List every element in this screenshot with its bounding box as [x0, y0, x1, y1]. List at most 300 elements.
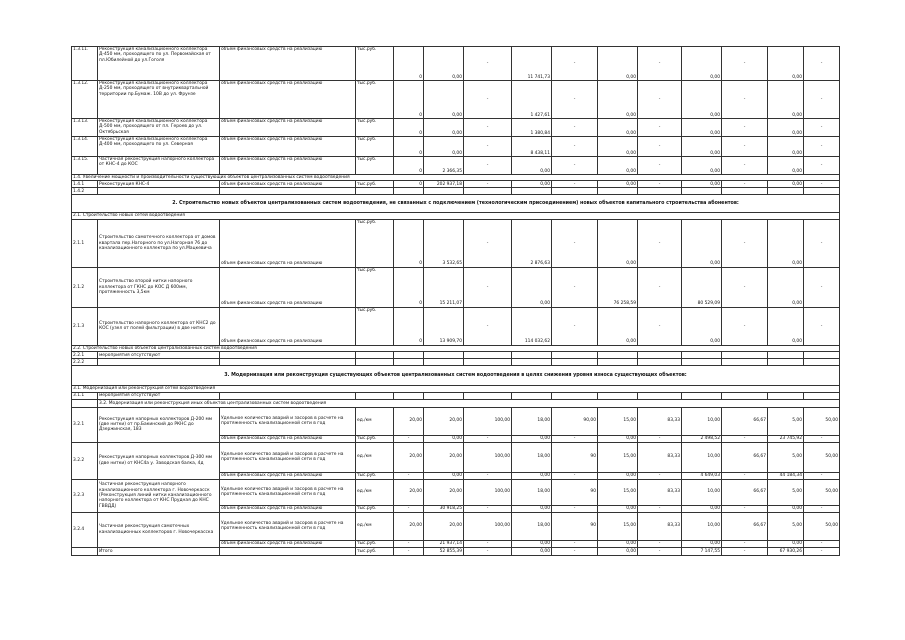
dash-cell: - — [638, 81, 682, 119]
value-cell: - — [464, 547, 512, 555]
value-cell: 10,00 — [682, 442, 722, 472]
value-cell: 0,00 — [768, 157, 804, 175]
row-name: Реконструкция канализационного коллектора Д-250 мм, проходящего от внутриквартальной территории пр.Бумаж. 10В до ул. Фрунзе — [98, 81, 220, 119]
dash-cell: - — [804, 307, 840, 345]
value-cell: - — [394, 472, 424, 479]
value-cell: 0,00 — [598, 435, 638, 442]
value-cell: 1 427,61 — [512, 81, 552, 119]
empty-cell — [768, 359, 804, 366]
section-row — [72, 399, 840, 407]
value-cell: 52 855,39 — [424, 547, 464, 555]
value-cell: 0,00 — [512, 540, 552, 547]
value-cell: 20,00 — [394, 442, 424, 472]
value-cell: 90 — [552, 479, 598, 505]
program-row — [72, 267, 840, 307]
indicator-row — [72, 512, 840, 540]
value-cell: 0,00 — [682, 307, 722, 345]
value-cell: - — [804, 547, 840, 555]
row-unit: ед./км — [356, 479, 394, 505]
value-cell: 13 909,70 — [424, 307, 464, 345]
empty-cell — [598, 359, 638, 366]
value-cell: 0,00 — [598, 547, 638, 555]
value-cell: 0,00 — [598, 47, 638, 81]
empty-cell — [512, 359, 552, 366]
program-row — [72, 392, 840, 399]
value-cell: 0,00 — [512, 435, 552, 442]
value-cell: 202 937,18 — [424, 181, 464, 188]
value-cell: 0,00 — [598, 81, 638, 119]
value-cell: 0,00 — [424, 472, 464, 479]
dash-cell: - — [804, 137, 840, 157]
row-unit: тыс.руб. — [356, 157, 394, 175]
dash-cell: - — [804, 81, 840, 119]
value-cell: 0,00 — [768, 307, 804, 345]
dash-cell: - — [552, 267, 598, 307]
value-cell: 0,00 — [682, 181, 722, 188]
empty-cell — [220, 359, 356, 366]
dash-cell: - — [804, 157, 840, 175]
row-indicator: Удельное количество аварий и засоров в расчете на протяженность канализационной сети в год — [220, 512, 356, 540]
value-cell: 0,00 — [598, 181, 638, 188]
dash-cell: - — [804, 267, 840, 307]
row-indicator: объем финансовых средств на реализацию — [220, 472, 356, 479]
value-cell: 44 184,34 — [768, 472, 804, 479]
value-cell: 5,00 — [768, 479, 804, 505]
empty-cell — [512, 392, 552, 399]
dash-cell: - — [638, 47, 682, 81]
value-cell: 100,00 — [464, 479, 512, 505]
row-name: Реконструкция напорных коллекторов Д-200 мм (две нитки) от пр.Бакинский до РКНС до Дзержинская, 183 — [98, 407, 220, 442]
value-cell: 21 937,14 — [424, 540, 464, 547]
row-name: Частичная реконструкция напорного канализационного коллектора г. Новочеркасск (Реконструкция линий нитки канализационного напорного коллектора от КНС Прудная до КНС ГВВДД) — [98, 479, 220, 512]
value-cell: 0,00 — [598, 307, 638, 345]
value-cell: 83,33 — [638, 479, 682, 505]
value-cell: - — [464, 505, 512, 512]
value-cell: 0,00 — [768, 119, 804, 137]
empty-cell — [424, 359, 464, 366]
value-cell: 0,00 — [512, 547, 552, 555]
empty-cell — [464, 359, 512, 366]
value-cell: 50,00 — [804, 479, 840, 505]
row-unit: ед./км — [356, 407, 394, 435]
value-cell: 83,33 — [638, 512, 682, 540]
value-cell: 8 438,11 — [512, 137, 552, 157]
value-cell: 114 032,62 — [512, 307, 552, 345]
value-cell: 18,00 — [512, 479, 552, 505]
value-cell: 0,00 — [768, 47, 804, 81]
row-indicator: объем финансовых средств на реализацию — [220, 307, 356, 345]
value-cell: - — [638, 540, 682, 547]
row-name: Строительство второй нитки напорного коллектора от ГКНС до КОС Д 600мм, протяженность 3,5км — [98, 267, 220, 307]
empty-cell — [638, 392, 682, 399]
empty-cell — [638, 188, 682, 195]
dash-cell: - — [804, 47, 840, 81]
value-cell: - — [552, 540, 598, 547]
value-cell: 5,00 — [768, 512, 804, 540]
dash-cell: - — [804, 219, 840, 267]
row-indicator: объем финансовых средств на реализацию — [220, 137, 356, 157]
value-cell: - — [722, 472, 768, 479]
document-sheet — [71, 46, 839, 556]
value-cell: - — [638, 435, 682, 442]
dash-cell: - — [552, 219, 598, 267]
row-indicator: объем финансовых средств на реализацию — [220, 267, 356, 307]
row-indicator: Удельное количество аварий и засоров в расчете на протяженность канализационной сети в год — [220, 479, 356, 505]
dash-cell: - — [552, 157, 598, 175]
value-cell: 0 — [394, 219, 424, 267]
value-cell: 0,00 — [424, 137, 464, 157]
value-cell: - — [804, 505, 840, 512]
value-cell: 0,00 — [424, 435, 464, 442]
dash-cell: - — [552, 119, 598, 137]
empty-cell — [682, 392, 722, 399]
dash-cell: - — [552, 47, 598, 81]
dash-cell: - — [464, 119, 512, 137]
value-cell: 0,00 — [682, 505, 722, 512]
dash-cell: - — [464, 81, 512, 119]
value-cell: 0,00 — [512, 505, 552, 512]
value-cell: 100,00 — [464, 512, 512, 540]
dash-cell: - — [722, 81, 768, 119]
value-cell: 30 918,25 — [424, 505, 464, 512]
value-cell: 3 532,65 — [424, 219, 464, 267]
row-indicator: объем финансовых средств на реализацию — [220, 181, 356, 188]
empty-cell — [512, 188, 552, 195]
dash-cell: - — [552, 307, 598, 345]
row-id: 2.1.1 — [72, 219, 98, 267]
dash-cell: - — [464, 47, 512, 81]
value-cell: 10,00 — [682, 479, 722, 505]
total-row — [72, 547, 840, 555]
dash-cell: - — [638, 267, 682, 307]
value-cell: 83,33 — [638, 442, 682, 472]
table-body — [72, 47, 840, 556]
empty-cell — [598, 188, 638, 195]
empty-cell — [394, 188, 424, 195]
value-cell: 0 — [394, 81, 424, 119]
empty-cell — [682, 359, 722, 366]
value-cell: 0 — [394, 307, 424, 345]
program-row — [72, 137, 840, 157]
value-cell: 5,00 — [768, 407, 804, 435]
empty-cell — [424, 392, 464, 399]
dash-cell: - — [464, 157, 512, 175]
value-cell: 0,00 — [598, 472, 638, 479]
row-unit: ед./км — [356, 442, 394, 472]
section-label: 1.4. Увеличение мощности и производительности существующих объектов централизованных систем водоотведения — [72, 175, 840, 181]
empty-cell — [682, 352, 722, 359]
dash-cell: - — [464, 307, 512, 345]
empty-cell — [638, 359, 682, 366]
section-label: 3.2. Модернизация или реконструкция иных объектов централизованных систем водоотведения — [98, 399, 840, 407]
value-cell: 0,00 — [512, 157, 552, 175]
value-cell: - — [394, 540, 424, 547]
value-cell: 4 649,03 — [682, 472, 722, 479]
empty-cell — [464, 392, 512, 399]
value-cell: - — [464, 472, 512, 479]
program-row — [72, 188, 840, 195]
row-unit: тыс.руб. — [356, 547, 394, 555]
row-indicator: объем финансовых средств на реализацию — [220, 540, 356, 547]
value-cell: 15,00 — [598, 479, 638, 505]
value-cell: 0,00 — [682, 540, 722, 547]
value-cell: 23 745,92 — [768, 435, 804, 442]
section-label: 3.1. Модернизация или реконструкция сетей водоотведения — [72, 386, 840, 392]
row-id: 2.2.2 — [72, 359, 98, 366]
empty-cell — [220, 352, 356, 359]
empty-cell — [598, 392, 638, 399]
value-cell: 20,00 — [394, 407, 424, 435]
value-cell: 0,00 — [682, 219, 722, 267]
dash-cell: - — [638, 219, 682, 267]
empty-cell — [356, 359, 394, 366]
value-cell: 0,00 — [598, 119, 638, 137]
program-row — [72, 352, 840, 359]
dash-cell: - — [722, 307, 768, 345]
dash-cell: - — [722, 47, 768, 81]
row-unit: тыс.руб. — [356, 47, 394, 81]
empty-cell — [464, 352, 512, 359]
dash-cell: - — [722, 137, 768, 157]
empty-cell — [768, 392, 804, 399]
row-id: 1.3.12. — [72, 81, 98, 119]
empty-cell — [356, 392, 394, 399]
value-cell: 76 258,59 — [598, 267, 638, 307]
row-unit: тыс.руб. — [356, 472, 394, 479]
row-name: Частичная реконструкция самотечных канализационных коллекторов г. Новочеркасска — [98, 512, 220, 547]
program-row — [72, 81, 840, 119]
row-unit: тыс.руб. — [356, 219, 394, 267]
value-cell: - — [552, 505, 598, 512]
section-label: 2.2. Строительство новых объектов централизованных систем водоотведения — [72, 345, 840, 351]
dash-cell: - — [638, 137, 682, 157]
empty-cell — [768, 352, 804, 359]
row-id: 1.4.2 — [72, 188, 98, 195]
value-cell: 20,00 — [394, 479, 424, 505]
row-unit: тыс.руб. — [356, 81, 394, 119]
row-id: 3.2.4 — [72, 512, 98, 547]
value-cell: - — [638, 472, 682, 479]
value-cell: - — [552, 435, 598, 442]
empty-cell — [98, 359, 220, 366]
program-row — [72, 181, 840, 188]
value-cell: 90,00 — [552, 407, 598, 435]
section-title-row — [72, 366, 840, 386]
value-cell: 15,00 — [598, 512, 638, 540]
investment-program-table — [71, 46, 840, 556]
value-cell: 90 — [552, 442, 598, 472]
value-cell: - — [464, 181, 512, 188]
value-cell: - — [394, 505, 424, 512]
value-cell: 50,00 — [804, 407, 840, 435]
empty-cell — [72, 399, 98, 407]
row-name: Реконструкция КНС-4 — [98, 181, 220, 188]
dash-cell: - — [722, 119, 768, 137]
row-unit: тыс.руб. — [356, 267, 394, 307]
dash-cell: - — [722, 157, 768, 175]
row-indicator: объем финансовых средств на реализацию — [220, 47, 356, 81]
value-cell: 0,00 — [598, 157, 638, 175]
value-cell: 0,00 — [682, 47, 722, 81]
row-unit: ед./км — [356, 512, 394, 540]
value-cell: 20,00 — [424, 407, 464, 435]
dash-cell: - — [464, 137, 512, 157]
empty-cell — [682, 188, 722, 195]
value-cell: 50,00 — [804, 512, 840, 540]
row-indicator: Удельное количество аварий и засоров в расчете на протяженность канализационной сети в год — [220, 407, 356, 435]
empty-cell — [638, 352, 682, 359]
value-cell: 15,00 — [598, 407, 638, 435]
value-cell: 100,00 — [464, 442, 512, 472]
value-cell: 2 876,63 — [512, 219, 552, 267]
empty-cell — [598, 352, 638, 359]
empty-cell — [394, 392, 424, 399]
value-cell: - — [464, 540, 512, 547]
row-name: мероприятия отсутствуют — [98, 392, 220, 399]
row-id: 3.2.3 — [72, 479, 98, 512]
value-cell: 0,00 — [768, 137, 804, 157]
row-id: 2.1.3 — [72, 307, 98, 345]
row-id: 3.2.2 — [72, 442, 98, 479]
row-id: 1.3.15. — [72, 157, 98, 175]
row-unit: тыс.руб. — [356, 119, 394, 137]
row-name: Реконструкция канализационного коллектора Д-500 мм, проходящего от пл. Героев до ул. Октябрьская — [98, 119, 220, 137]
empty-cell — [394, 352, 424, 359]
value-cell: 50,00 — [804, 442, 840, 472]
value-cell: 0,00 — [768, 219, 804, 267]
dash-cell: - — [804, 119, 840, 137]
value-cell: 20,00 — [394, 512, 424, 540]
empty-cell — [464, 188, 512, 195]
empty-cell — [356, 188, 394, 195]
value-cell: 0 — [394, 137, 424, 157]
value-cell: - — [804, 472, 840, 479]
value-cell: 0,00 — [682, 137, 722, 157]
dash-cell: - — [722, 267, 768, 307]
dash-cell: - — [464, 267, 512, 307]
row-id: 3.2.1 — [72, 407, 98, 442]
row-unit: тыс.руб. — [356, 137, 394, 157]
value-cell: 0,00 — [768, 540, 804, 547]
value-cell: 1 380,84 — [512, 119, 552, 137]
value-cell: 15 211,07 — [424, 267, 464, 307]
value-cell: - — [722, 547, 768, 555]
value-cell: - — [638, 547, 682, 555]
empty-cell — [394, 359, 424, 366]
value-cell: - — [804, 435, 840, 442]
empty-cell — [220, 392, 356, 399]
value-cell: 0 — [394, 267, 424, 307]
value-cell: - — [464, 435, 512, 442]
total-label: Итого — [98, 547, 220, 555]
section-label: 2.1. Строительство новых сетей водоотведения — [72, 213, 840, 219]
program-row — [72, 47, 840, 81]
value-cell: 20,00 — [424, 479, 464, 505]
value-cell: 10,00 — [682, 407, 722, 435]
value-cell: 66,67 — [722, 512, 768, 540]
row-unit: тыс.руб. — [356, 307, 394, 345]
value-cell: 0,00 — [682, 81, 722, 119]
value-cell: 15,00 — [598, 442, 638, 472]
value-cell: 2 366,35 — [424, 157, 464, 175]
value-cell: 18,00 — [512, 442, 552, 472]
empty-cell — [220, 547, 356, 555]
empty-cell — [424, 352, 464, 359]
value-cell: 0,00 — [512, 267, 552, 307]
value-cell: 66,67 — [722, 479, 768, 505]
value-cell: 0,00 — [598, 540, 638, 547]
value-cell: 2 498,52 — [682, 435, 722, 442]
row-unit: тыс.руб. — [356, 435, 394, 442]
value-cell: - — [394, 435, 424, 442]
value-cell: 0,00 — [424, 47, 464, 81]
value-cell: 100,00 — [464, 407, 512, 435]
row-unit: тыс.руб. — [356, 540, 394, 547]
row-name: Строительство самотечного коллектора от домов квартала пер.Нагорного по ул.Нагорная 76 до канализационного коллектора по ул.Мацкевича — [98, 219, 220, 267]
value-cell: 0,00 — [682, 119, 722, 137]
row-id: 1.4.1 — [72, 181, 98, 188]
row-id: 1.3.14. — [72, 137, 98, 157]
value-cell: 18,00 — [512, 512, 552, 540]
empty-cell — [98, 188, 220, 195]
empty-cell — [552, 392, 598, 399]
dash-cell: - — [638, 119, 682, 137]
value-cell: - — [394, 547, 424, 555]
empty-cell — [804, 352, 840, 359]
dash-cell: - — [638, 157, 682, 175]
value-cell: 66,67 — [722, 407, 768, 435]
empty-cell — [552, 352, 598, 359]
value-cell: 0,00 — [768, 267, 804, 307]
empty-cell — [804, 392, 840, 399]
value-cell: 66,67 — [722, 442, 768, 472]
value-cell: 0,00 — [598, 137, 638, 157]
value-cell: 11 741,73 — [512, 47, 552, 81]
value-cell: 5,00 — [768, 442, 804, 472]
value-cell: 0,00 — [768, 81, 804, 119]
row-indicator: Удельное количество аварий и засоров в расчете на протяженность канализационной сети в год — [220, 442, 356, 472]
value-cell: 10,00 — [682, 512, 722, 540]
value-cell: 80 529,09 — [682, 267, 722, 307]
value-cell: 0,00 — [682, 157, 722, 175]
value-cell: - — [552, 181, 598, 188]
value-cell: - — [722, 540, 768, 547]
value-cell: - — [804, 181, 840, 188]
row-id: 2.1.2 — [72, 267, 98, 307]
empty-cell — [722, 188, 768, 195]
value-cell: 18,00 — [512, 407, 552, 435]
dash-cell: - — [552, 137, 598, 157]
value-cell: 83,33 — [638, 407, 682, 435]
row-indicator: объем финансовых средств на реализацию — [220, 435, 356, 442]
row-name: Частичная реконструкция напорного коллектора от КНС-4 до КОС — [98, 157, 220, 175]
indicator-row — [72, 407, 840, 435]
row-unit: тыс.руб. — [356, 181, 394, 188]
value-cell: 0,00 — [424, 81, 464, 119]
dash-cell: - — [464, 219, 512, 267]
program-row — [72, 359, 840, 366]
section-title: 3. Модернизация или реконструкция существующих объектов централизованных систем водоотведения в целях снижения уровня износа существующих объектов: — [72, 366, 840, 386]
row-indicator: объем финансовых средств на реализацию — [220, 505, 356, 512]
dash-cell: - — [552, 81, 598, 119]
value-cell: - — [722, 505, 768, 512]
empty-cell — [768, 188, 804, 195]
indicator-row — [72, 442, 840, 472]
program-row — [72, 307, 840, 345]
empty-cell — [552, 359, 598, 366]
empty-cell — [552, 188, 598, 195]
value-cell: - — [552, 472, 598, 479]
